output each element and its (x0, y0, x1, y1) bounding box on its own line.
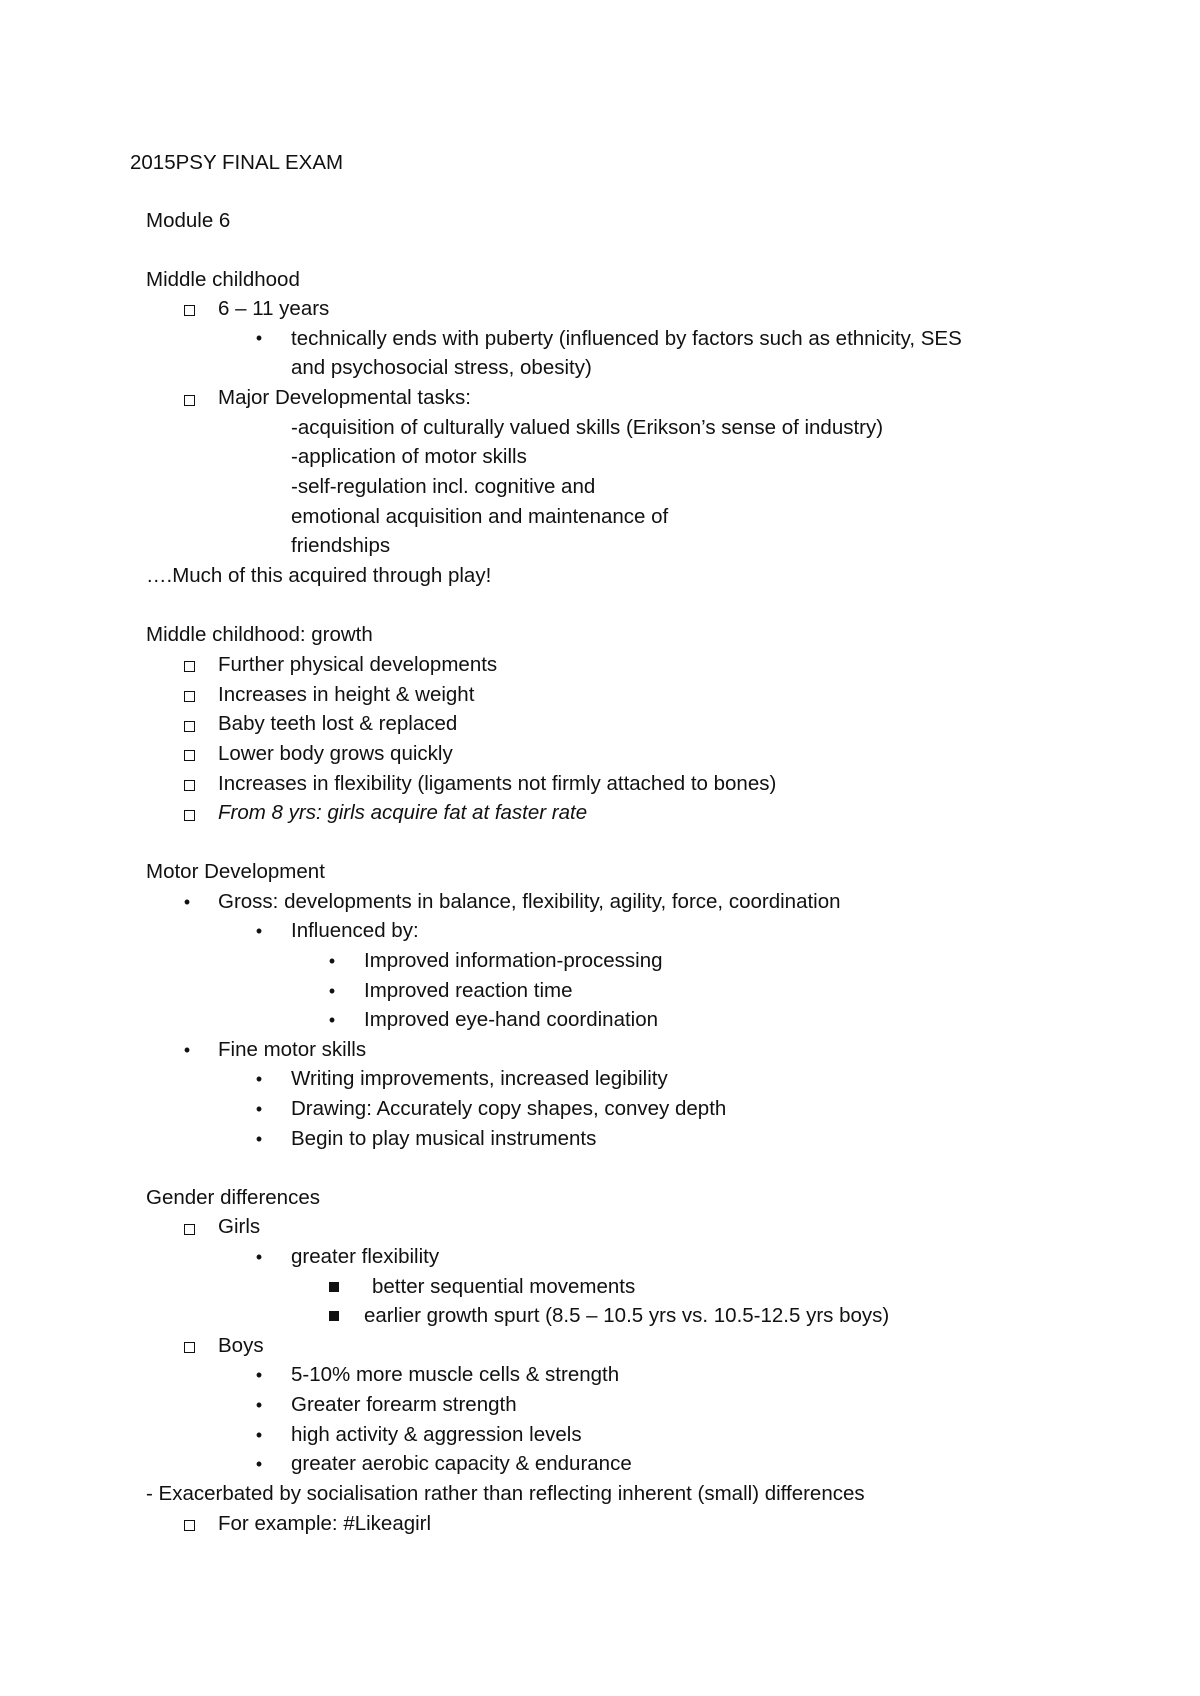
list-item: Lower body grows quickly (218, 742, 453, 765)
list-item: greater flexibility (291, 1245, 440, 1268)
bullet-icon: • (255, 1395, 263, 1415)
list-item: Influenced by: (291, 919, 419, 942)
list-item: high activity & aggression levels (291, 1423, 582, 1446)
list-item-continuation: and psychosocial stress, obesity) (291, 356, 592, 379)
checkbox-icon (184, 1224, 195, 1235)
bullet-icon: • (255, 921, 263, 941)
checkbox-icon (184, 1520, 195, 1531)
list-item: Fine motor skills (218, 1038, 367, 1061)
checkbox-icon (184, 395, 195, 406)
list-item: Drawing: Accurately copy shapes, convey depth (291, 1097, 727, 1120)
section-heading-middle-childhood: Middle childhood (146, 268, 300, 291)
list-item: Further physical developments (218, 653, 498, 676)
list-item: Major Developmental tasks: (218, 386, 471, 409)
section-heading-motor: Motor Development (146, 860, 325, 883)
list-item: Increases in height & weight (218, 683, 475, 706)
list-item: Improved reaction time (364, 979, 573, 1002)
bullet-icon: • (328, 951, 336, 971)
checkbox-icon (184, 810, 195, 821)
bullet-icon: • (255, 1425, 263, 1445)
list-item: technically ends with puberty (influenced by factors such as ethnicity, SES (291, 327, 962, 350)
checkbox-icon (184, 305, 195, 316)
bullet-icon: • (255, 1365, 263, 1385)
list-item: earlier growth spurt (8.5 – 10.5 yrs vs. 10.5-12.5 yrs boys) (364, 1304, 890, 1327)
bullet-icon: • (255, 1247, 263, 1267)
checkbox-icon (184, 721, 195, 732)
bullet-icon: • (255, 1099, 263, 1119)
checkbox-icon (184, 691, 195, 702)
task-line: friendships (291, 534, 391, 557)
list-item: Baby teeth lost & replaced (218, 712, 458, 735)
list-item: better sequential movements (372, 1275, 636, 1298)
checkbox-icon (184, 750, 195, 761)
bullet-icon: • (328, 981, 336, 1001)
checkbox-icon (184, 780, 195, 791)
list-item: 5-10% more muscle cells & strength (291, 1363, 620, 1386)
list-item: greater aerobic capacity & endurance (291, 1452, 632, 1475)
document-title: 2015PSY FINAL EXAM (130, 151, 344, 174)
section-heading-growth: Middle childhood: growth (146, 623, 373, 646)
checkbox-icon (184, 661, 195, 672)
list-item: Boys (218, 1334, 264, 1357)
bullet-icon: • (183, 892, 191, 912)
list-item: Gross: developments in balance, flexibility, agility, force, coordination (218, 890, 841, 913)
gender-note: - Exacerbated by socialisation rather than reflecting inherent (small) differences (146, 1482, 865, 1505)
task-line: -self-regulation incl. cognitive and (291, 475, 596, 498)
list-item: Begin to play musical instruments (291, 1127, 597, 1150)
bullet-icon: • (255, 1129, 263, 1149)
bullet-icon: • (183, 1040, 191, 1060)
task-line: -application of motor skills (291, 445, 527, 468)
list-item-italic: From 8 yrs: girls acquire fat at faster rate (218, 801, 588, 824)
square-bullet-icon (329, 1311, 339, 1321)
list-item: Increases in flexibility (ligaments not firmly attached to bones) (218, 772, 777, 795)
task-line: -acquisition of culturally valued skills (Erikson’s sense of industry) (291, 416, 884, 439)
module-heading: Module 6 (146, 209, 231, 232)
square-bullet-icon (329, 1282, 339, 1292)
list-item: Greater forearm strength (291, 1393, 517, 1416)
play-note: ….Much of this acquired through play! (146, 564, 492, 587)
bullet-icon: • (255, 1069, 263, 1089)
list-item: Improved eye-hand coordination (364, 1008, 659, 1031)
bullet-icon: • (328, 1010, 336, 1030)
checkbox-icon (184, 1342, 195, 1353)
section-heading-gender: Gender differences (146, 1186, 320, 1209)
list-item: Improved information-processing (364, 949, 663, 972)
bullet-icon: • (255, 1454, 263, 1474)
bullet-icon: • (255, 328, 263, 348)
task-line: emotional acquisition and maintenance of (291, 505, 669, 528)
list-item: 6 – 11 years (218, 297, 330, 320)
list-item: Girls (218, 1215, 261, 1238)
list-item: For example: #Likeagirl (218, 1512, 432, 1535)
list-item: Writing improvements, increased legibility (291, 1067, 668, 1090)
